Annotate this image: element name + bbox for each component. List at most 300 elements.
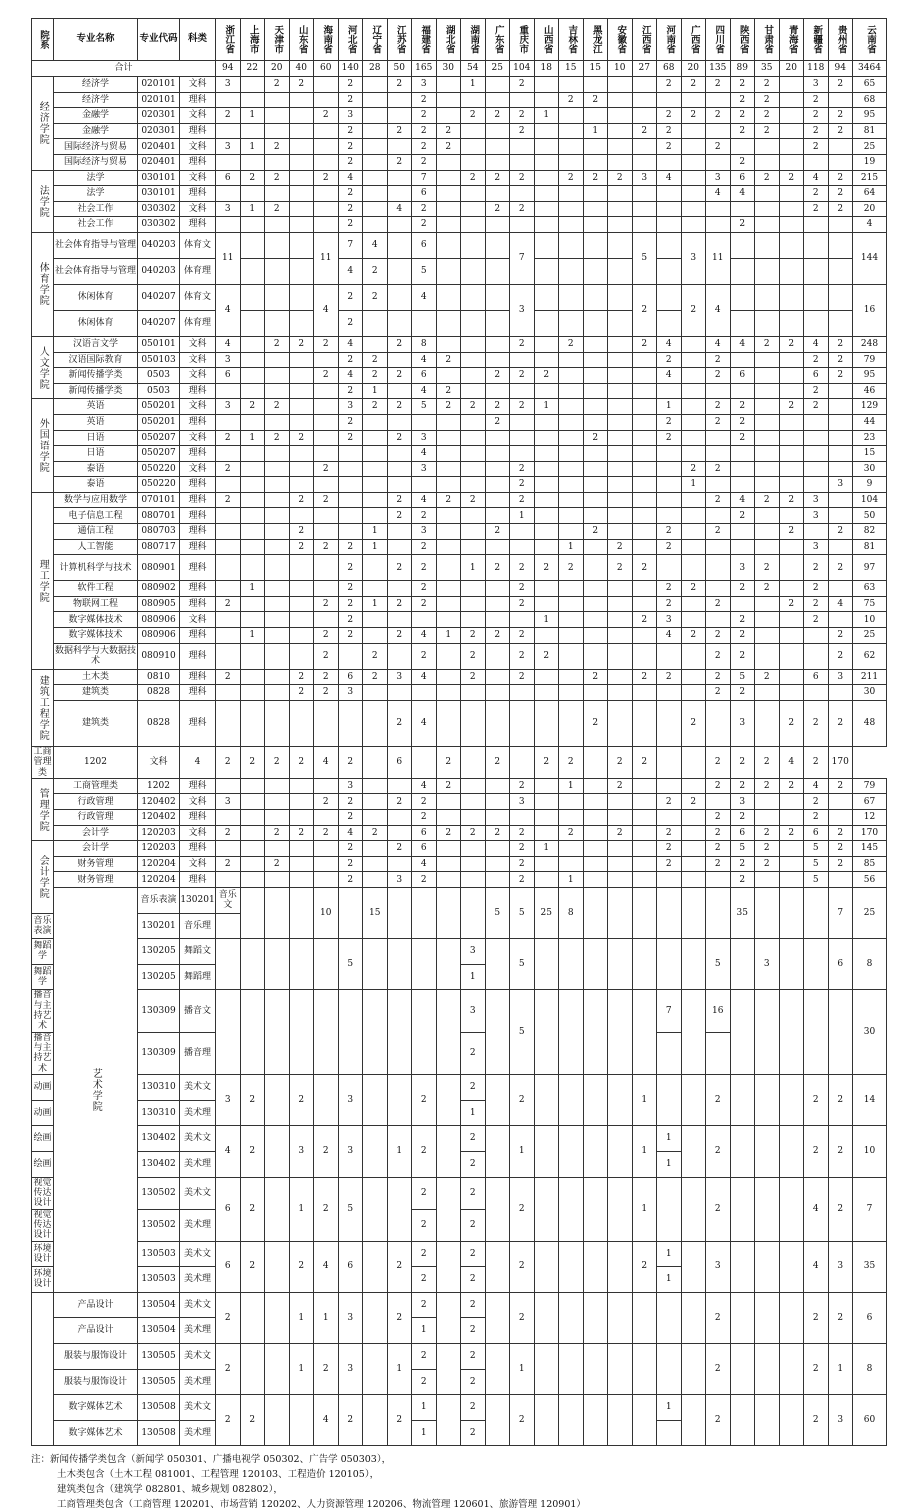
- quota-cell: [240, 825, 265, 841]
- quota-cell: [289, 201, 314, 217]
- quota-cell: [608, 232, 633, 258]
- quota-cell: [730, 939, 755, 990]
- quota-cell: 3: [412, 77, 437, 93]
- quota-cell: 2: [730, 810, 755, 826]
- header-province: 天津市: [265, 19, 290, 61]
- major-name-cell: 英语: [54, 399, 138, 415]
- quota-cell: 2: [804, 810, 829, 826]
- merged-quota-cell: [240, 888, 265, 939]
- quota-cell: 5: [412, 258, 437, 284]
- quota-cell: 2: [657, 794, 682, 810]
- quota-cell: [534, 685, 559, 701]
- quota-cell: 2: [436, 123, 461, 139]
- quota-cell: [608, 477, 633, 493]
- quota-cell: 62: [853, 643, 887, 669]
- quota-cell: 2: [583, 92, 608, 108]
- quota-cell: [632, 399, 657, 415]
- quota-cell: [583, 399, 608, 415]
- quota-cell: 2: [289, 746, 314, 778]
- quota-cell: 2: [828, 778, 853, 794]
- quota-cell: 2: [412, 1292, 437, 1318]
- quota-cell: [510, 383, 535, 399]
- quota-cell: [363, 92, 388, 108]
- quota-cell: [412, 939, 437, 990]
- quota-cell: 211: [853, 669, 887, 685]
- quota-cell: [314, 430, 339, 446]
- quota-cell: [510, 217, 535, 233]
- quota-cell: [240, 700, 265, 746]
- quota-cell: [583, 258, 608, 284]
- quota-cell: [583, 284, 608, 310]
- quota-cell: 2: [755, 856, 780, 872]
- quota-cell: [779, 217, 804, 233]
- quota-cell: [461, 368, 486, 384]
- merged-quota-cell: 2: [804, 1395, 829, 1446]
- quota-cell: [583, 596, 608, 612]
- merged-quota-cell: 1: [289, 1177, 314, 1241]
- quota-cell: [559, 669, 584, 685]
- merged-quota-cell: 1: [289, 1343, 314, 1394]
- quota-cell: [755, 232, 780, 258]
- quota-cell: 2: [314, 492, 339, 508]
- quota-cell: [608, 258, 633, 284]
- quota-cell: 1: [657, 1395, 682, 1421]
- quota-cell: 2: [461, 1318, 486, 1344]
- kelei-cell: 理科: [180, 186, 216, 202]
- quota-cell: [363, 612, 388, 628]
- kelei-cell: 播音文: [180, 990, 216, 1032]
- quota-cell: [828, 217, 853, 233]
- quota-cell: 2: [363, 284, 388, 310]
- table-row: [32, 643, 887, 669]
- quota-cell: [730, 539, 755, 555]
- merged-quota-cell: 2: [289, 1075, 314, 1126]
- quota-cell: 2: [804, 399, 829, 415]
- quota-cell: [681, 746, 706, 778]
- quota-cell: [240, 990, 265, 1075]
- quota-cell: [289, 139, 314, 155]
- quota-cell: 2: [779, 399, 804, 415]
- quota-cell: [461, 258, 486, 284]
- quota-cell: [681, 201, 706, 217]
- quota-cell: [632, 201, 657, 217]
- table-row: [32, 939, 887, 965]
- quota-cell: [779, 794, 804, 810]
- quota-cell: [706, 123, 731, 139]
- quota-cell: [485, 139, 510, 155]
- kelei-cell: 美术理: [180, 1267, 216, 1293]
- table-row: [32, 825, 887, 841]
- quota-cell: [216, 383, 241, 399]
- quota-cell: 2: [534, 555, 559, 581]
- quota-cell: [485, 778, 510, 794]
- quota-cell: [461, 888, 486, 939]
- merged-quota-cell: 4: [804, 1241, 829, 1292]
- quota-cell: 2: [461, 1032, 486, 1074]
- quota-cell: [461, 581, 486, 597]
- quota-cell: [583, 232, 608, 258]
- quota-cell: [485, 685, 510, 701]
- quota-cell: [632, 1292, 657, 1343]
- quota-cell: [657, 461, 682, 477]
- quota-cell: [289, 477, 314, 493]
- quota-cell: [804, 685, 829, 701]
- quota-cell: [828, 414, 853, 430]
- quota-cell: 7: [338, 232, 363, 258]
- quota-cell: [387, 612, 412, 628]
- quota-cell: [608, 581, 633, 597]
- quota-cell: [412, 990, 437, 1075]
- quota-cell: [681, 492, 706, 508]
- quota-cell: [387, 990, 412, 1075]
- quota-cell: [240, 446, 265, 462]
- quota-cell: [363, 841, 388, 857]
- quota-cell: 3: [461, 939, 486, 965]
- major-code-cell: 0828: [138, 685, 180, 701]
- quota-cell: 2: [387, 841, 412, 857]
- quota-cell: [681, 1292, 706, 1343]
- quota-cell: [828, 383, 853, 399]
- quota-cell: 2: [510, 336, 535, 352]
- major-name-cell: 日语: [54, 430, 138, 446]
- quota-cell: [583, 477, 608, 493]
- quota-cell: [755, 1075, 780, 1126]
- quota-cell: [485, 939, 510, 990]
- quota-cell: [559, 841, 584, 857]
- kelei-cell: 美术理: [180, 1318, 216, 1344]
- quota-cell: 2: [510, 628, 535, 644]
- quota-cell: 2: [706, 810, 731, 826]
- quota-cell: 2: [216, 492, 241, 508]
- quota-cell: [559, 492, 584, 508]
- table-row: [32, 399, 887, 415]
- quota-cell: [534, 810, 559, 826]
- quota-cell: [485, 352, 510, 368]
- quota-cell: [828, 258, 853, 284]
- quota-cell: [265, 596, 290, 612]
- quota-cell: 2: [461, 669, 486, 685]
- quota-cell: [755, 888, 780, 939]
- quota-cell: 1: [240, 581, 265, 597]
- quota-cell: 2: [632, 746, 657, 778]
- quota-cell: 2: [828, 555, 853, 581]
- quota-cell: 1: [240, 201, 265, 217]
- table-row: [32, 477, 887, 493]
- quota-cell: [755, 258, 780, 284]
- major-name-cell: 金融学: [54, 123, 138, 139]
- quota-cell: 3: [338, 778, 363, 794]
- quota-cell: [240, 856, 265, 872]
- quota-cell: [828, 154, 853, 170]
- quota-cell: 2: [828, 841, 853, 857]
- quota-cell: 1: [534, 612, 559, 628]
- quota-cell: 2: [216, 596, 241, 612]
- quota-cell: 2: [632, 123, 657, 139]
- quota-cell: [608, 92, 633, 108]
- table-row: [32, 888, 887, 914]
- quota-cell: [657, 643, 682, 669]
- quota-cell: [436, 232, 461, 258]
- quota-cell: 2: [828, 700, 853, 746]
- quota-cell: 2: [338, 430, 363, 446]
- quota-cell: [314, 841, 339, 857]
- quota-cell: 2: [216, 856, 241, 872]
- quota-cell: 2: [510, 123, 535, 139]
- quota-cell: [461, 539, 486, 555]
- quota-cell: 20: [853, 201, 887, 217]
- quota-cell: [657, 746, 682, 778]
- quota-cell: 1: [534, 399, 559, 415]
- header-province: 重庆市: [510, 19, 535, 61]
- quota-cell: [240, 92, 265, 108]
- quota-cell: 2: [412, 108, 437, 124]
- totals-cell: 18: [534, 61, 559, 77]
- quota-cell: [534, 628, 559, 644]
- quota-cell: [632, 794, 657, 810]
- quota-cell: 2: [828, 108, 853, 124]
- quota-cell: [265, 1177, 290, 1241]
- quota-cell: [779, 92, 804, 108]
- major-name-cell: 通信工程: [54, 524, 138, 540]
- quota-cell: 3: [510, 794, 535, 810]
- quota-cell: [608, 310, 633, 336]
- quota-cell: [363, 446, 388, 462]
- quota-cell: 2: [510, 77, 535, 93]
- quota-cell: 2: [755, 581, 780, 597]
- quota-cell: 2: [632, 336, 657, 352]
- quota-cell: 4: [779, 746, 804, 778]
- quota-cell: [608, 1075, 633, 1126]
- header-major-code: 专业代码: [138, 19, 180, 61]
- major-name-cell: 音乐表演: [138, 888, 180, 914]
- quota-cell: [485, 461, 510, 477]
- quota-cell: 2: [338, 872, 363, 888]
- quota-cell: [632, 596, 657, 612]
- quota-cell: [828, 492, 853, 508]
- header-province: 江苏省: [387, 19, 412, 61]
- quota-cell: 2: [510, 170, 535, 186]
- quota-cell: [534, 872, 559, 888]
- quota-cell: [289, 92, 314, 108]
- quota-cell: [779, 310, 804, 336]
- quota-cell: [534, 123, 559, 139]
- merged-quota-cell: 10: [853, 1126, 887, 1177]
- quota-cell: [706, 217, 731, 233]
- quota-cell: [779, 77, 804, 93]
- quota-cell: [706, 430, 731, 446]
- quota-cell: [828, 794, 853, 810]
- kelei-cell: 文科: [180, 612, 216, 628]
- major-code-cell: 0828: [138, 700, 180, 746]
- major-name-cell: 汉语言文学: [54, 336, 138, 352]
- quota-cell: [461, 154, 486, 170]
- quota-cell: 2: [510, 669, 535, 685]
- quota-cell: 75: [853, 596, 887, 612]
- quota-cell: 2: [240, 170, 265, 186]
- quota-cell: [657, 1292, 682, 1343]
- major-name-cell: 建筑类: [54, 685, 138, 701]
- quota-cell: [436, 1241, 461, 1292]
- quota-cell: [755, 352, 780, 368]
- quota-cell: [632, 352, 657, 368]
- quota-cell: 2: [314, 108, 339, 124]
- quota-cell: [436, 154, 461, 170]
- quota-cell: 2: [632, 669, 657, 685]
- quota-cell: 2: [461, 170, 486, 186]
- quota-cell: [289, 258, 314, 284]
- quota-cell: [265, 446, 290, 462]
- quota-cell: [436, 77, 461, 93]
- quota-cell: [583, 856, 608, 872]
- quota-cell: [608, 414, 633, 430]
- quota-cell: 4: [853, 217, 887, 233]
- quota-cell: 4: [412, 778, 437, 794]
- quota-cell: [681, 555, 706, 581]
- major-name-cell: 播音与主持艺术: [33, 1032, 52, 1074]
- quota-cell: 5: [804, 856, 829, 872]
- quota-cell: [314, 810, 339, 826]
- quota-cell: 4: [338, 336, 363, 352]
- major-code-cell: 050207: [138, 430, 180, 446]
- kelei-cell: 文科: [180, 399, 216, 415]
- quota-cell: [534, 1343, 559, 1394]
- quota-cell: [779, 612, 804, 628]
- quota-cell: [779, 284, 804, 310]
- quota-cell: 2: [779, 596, 804, 612]
- quota-cell: [485, 430, 510, 446]
- quota-cell: 2: [216, 746, 241, 778]
- quota-cell: 3: [387, 872, 412, 888]
- quota-cell: 81: [853, 539, 887, 555]
- quota-cell: [485, 669, 510, 685]
- merged-quota-cell: 2: [240, 1241, 265, 1292]
- quota-cell: [485, 310, 510, 336]
- quota-cell: 2: [461, 643, 486, 669]
- kelei-cell: 美术文: [180, 1241, 216, 1267]
- quota-cell: 6: [412, 368, 437, 384]
- table-row: [32, 232, 887, 258]
- quota-cell: 4: [338, 368, 363, 384]
- quota-cell: 2: [338, 383, 363, 399]
- quota-cell: [779, 446, 804, 462]
- quota-cell: [583, 492, 608, 508]
- quota-cell: [559, 368, 584, 384]
- quota-cell: 1: [363, 383, 388, 399]
- quota-cell: 1: [363, 539, 388, 555]
- quota-cell: 215: [853, 170, 887, 186]
- quota-cell: 2: [730, 108, 755, 124]
- quota-cell: [534, 524, 559, 540]
- quota-cell: 2: [583, 524, 608, 540]
- major-code-cell: 020301: [138, 123, 180, 139]
- totals-cell: 27: [632, 61, 657, 77]
- quota-cell: [314, 399, 339, 415]
- quota-cell: 2: [485, 524, 510, 540]
- quota-cell: [583, 778, 608, 794]
- quota-cell: [755, 1292, 780, 1343]
- quota-cell: 2: [314, 461, 339, 477]
- quota-cell: [363, 1343, 388, 1394]
- quota-cell: 2: [706, 368, 731, 384]
- quota-cell: [779, 1126, 804, 1177]
- kelei-cell: 理科: [180, 700, 216, 746]
- quota-cell: [387, 446, 412, 462]
- quota-cell: 2: [755, 492, 780, 508]
- quota-cell: [779, 477, 804, 493]
- quota-cell: [485, 700, 510, 746]
- quota-cell: 1: [461, 964, 486, 990]
- quota-cell: [387, 477, 412, 493]
- quota-cell: [485, 841, 510, 857]
- quota-cell: 30: [853, 461, 887, 477]
- merged-quota-cell: 2: [828, 1177, 853, 1241]
- quota-cell: 2: [755, 778, 780, 794]
- header-dept: 院系: [32, 19, 54, 61]
- quota-cell: [534, 284, 559, 310]
- quota-cell: [632, 810, 657, 826]
- quota-cell: 4: [338, 825, 363, 841]
- quota-cell: [681, 872, 706, 888]
- major-code-cell: 040203: [138, 232, 180, 258]
- quota-cell: 4: [412, 446, 437, 462]
- quota-cell: [363, 555, 388, 581]
- quota-cell: 2: [412, 539, 437, 555]
- major-name-cell: 视觉传达设计: [33, 1177, 52, 1209]
- merged-quota-cell: 2: [632, 1241, 657, 1292]
- quota-cell: 2: [363, 399, 388, 415]
- quota-cell: 2: [779, 336, 804, 352]
- quota-cell: [632, 581, 657, 597]
- merged-quota-cell: 4: [804, 1177, 829, 1241]
- quota-cell: [314, 939, 339, 990]
- quota-cell: [265, 1075, 290, 1126]
- totals-cell: 35: [755, 61, 780, 77]
- kelei-cell: 文科: [180, 794, 216, 810]
- major-name-cell: 国际经济与贸易: [54, 154, 138, 170]
- quota-cell: [289, 581, 314, 597]
- quota-cell: [779, 841, 804, 857]
- quota-cell: [559, 154, 584, 170]
- quota-cell: [289, 1395, 314, 1446]
- quota-cell: [289, 778, 314, 794]
- quota-cell: 2: [657, 352, 682, 368]
- quota-cell: 2: [461, 1151, 486, 1177]
- quota-cell: 3: [828, 477, 853, 493]
- quota-cell: [559, 810, 584, 826]
- quota-cell: [608, 217, 633, 233]
- quota-cell: [779, 939, 804, 990]
- quota-cell: [387, 139, 412, 155]
- quota-cell: [461, 612, 486, 628]
- quota-cell: [461, 524, 486, 540]
- quota-cell: [534, 201, 559, 217]
- quota-cell: [240, 336, 265, 352]
- quota-cell: [828, 232, 853, 258]
- quota-cell: 2: [485, 201, 510, 217]
- quota-cell: [755, 1395, 780, 1446]
- quota-cell: [534, 446, 559, 462]
- quota-cell: [363, 477, 388, 493]
- quota-cell: 2: [289, 492, 314, 508]
- quota-cell: [583, 139, 608, 155]
- quota-cell: [755, 810, 780, 826]
- quota-cell: [559, 628, 584, 644]
- quota-cell: [583, 310, 608, 336]
- quota-cell: [216, 841, 241, 857]
- quota-cell: 6: [338, 669, 363, 685]
- quota-cell: 2: [559, 92, 584, 108]
- major-code-cell: 050201: [138, 414, 180, 430]
